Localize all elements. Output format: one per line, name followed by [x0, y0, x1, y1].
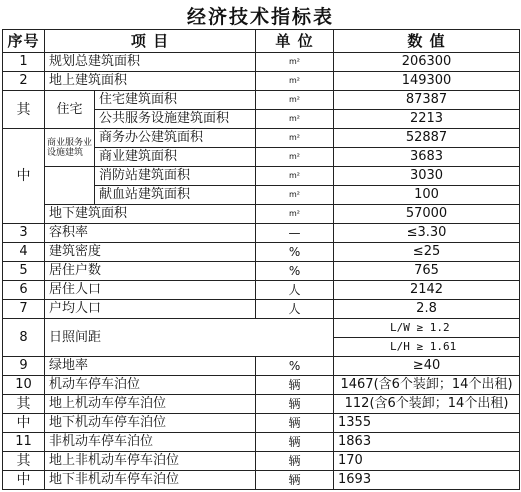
row-value: 1355: [334, 414, 520, 433]
qi-label: 其: [3, 91, 45, 129]
row-seq: 3: [3, 224, 45, 243]
qi-label: 其: [3, 452, 45, 471]
row-value-lh: L/H ≥ 1.61: [334, 338, 520, 357]
row-value: 57000: [334, 205, 520, 224]
row-value: 1467(含6个装卸；14个出租): [334, 376, 520, 395]
table-row: [3, 452, 520, 471]
table-row: [3, 72, 520, 91]
row-unit: %: [256, 243, 334, 262]
header-value: 数 值: [334, 30, 520, 53]
residential-group-label: 住宅: [45, 91, 95, 129]
row-item: 建筑密度: [45, 243, 256, 262]
table-row: [3, 243, 520, 262]
row-seq: 4: [3, 243, 45, 262]
row-value: 112(含6个装卸；14个出租): [334, 395, 520, 414]
table-row: [3, 414, 520, 433]
row-seq: 2: [3, 72, 45, 91]
row-item: 容积率: [45, 224, 256, 243]
table-row: [3, 262, 520, 281]
row-item: 居住人口: [45, 281, 256, 300]
row-item: 地下非机动车停车泊位: [45, 471, 256, 490]
row-unit: 辆: [256, 376, 334, 395]
row-item: 地上机动车停车泊位: [45, 395, 256, 414]
zhong-label: 中: [3, 129, 45, 224]
table-row: [3, 53, 520, 72]
row-item: 公共服务设施建筑面积: [95, 110, 256, 129]
row-seq: 7: [3, 300, 45, 319]
row-item: 居住户数: [45, 262, 256, 281]
row-unit: m²: [256, 205, 334, 224]
row-unit: 人: [256, 300, 334, 319]
table-title: 经济技术指标表: [186, 6, 334, 28]
header-seq: 序号: [3, 30, 45, 53]
row-item: 商务办公建筑面积: [95, 129, 256, 148]
row-unit: 人: [256, 281, 334, 300]
row-value: 1693: [334, 471, 520, 490]
table-row: [3, 205, 520, 224]
row-unit: m²: [256, 167, 334, 186]
row-value-lw: L/W ≥ 1.2: [334, 319, 520, 338]
table-row: [3, 224, 520, 243]
row-unit: m²: [256, 148, 334, 167]
row-seq: 5: [3, 262, 45, 281]
empty-cell: [45, 186, 95, 205]
table-row: [3, 281, 520, 300]
row-value: 2213: [334, 110, 520, 129]
row-value: 3683: [334, 148, 520, 167]
row-unit: m²: [256, 91, 334, 110]
row-seq: 10: [3, 376, 45, 395]
row-value: 765: [334, 262, 520, 281]
row-unit: 辆: [256, 433, 334, 452]
row-item: 非机动车停车泊位: [45, 433, 256, 452]
row-item: 机动车停车泊位: [45, 376, 256, 395]
row-value: 3030: [334, 167, 520, 186]
row-value: ≥40: [334, 357, 520, 376]
table-row: [3, 129, 520, 148]
row-value: 149300: [334, 72, 520, 91]
row-value: 100: [334, 186, 520, 205]
table-row: [3, 319, 520, 338]
row-item: 住宅建筑面积: [95, 91, 256, 110]
table-row: [3, 91, 520, 110]
row-unit: m²: [256, 72, 334, 91]
row-value: 2.8: [334, 300, 520, 319]
table-row: [3, 167, 520, 186]
row-seq: 8: [3, 319, 45, 357]
row-item: 绿地率: [45, 357, 256, 376]
table-row: [3, 471, 520, 490]
row-value: 170: [334, 452, 520, 471]
row-item: 日照间距: [45, 319, 334, 357]
row-value: ≤25: [334, 243, 520, 262]
row-item: 消防站建筑面积: [95, 167, 256, 186]
header-item: 项 目: [45, 30, 256, 53]
row-unit: m²: [256, 129, 334, 148]
row-unit: 辆: [256, 471, 334, 490]
row-unit: m²: [256, 53, 334, 72]
row-item: 户均人口: [45, 300, 256, 319]
row-unit: 辆: [256, 414, 334, 433]
row-unit: —: [256, 224, 334, 243]
row-seq: 6: [3, 281, 45, 300]
row-item: 商业建筑面积: [95, 148, 256, 167]
header-unit: 单 位: [256, 30, 334, 53]
row-seq: 1: [3, 53, 45, 72]
row-item: 地上建筑面积: [45, 72, 256, 91]
table-row: [3, 357, 520, 376]
row-item: 地下机动车停车泊位: [45, 414, 256, 433]
table-row: [3, 433, 520, 452]
row-value: 206300: [334, 53, 520, 72]
row-item: 地上非机动车停车泊位: [45, 452, 256, 471]
row-unit: 辆: [256, 452, 334, 471]
row-value: 87387: [334, 91, 520, 110]
table-row: [3, 376, 520, 395]
row-item: 献血站建筑面积: [95, 186, 256, 205]
row-unit: 辆: [256, 395, 334, 414]
table-row: [3, 186, 520, 205]
row-seq: 11: [3, 433, 45, 452]
row-item: 规划总建筑面积: [45, 53, 256, 72]
row-seq: 9: [3, 357, 45, 376]
row-value: 1863: [334, 433, 520, 452]
row-unit: %: [256, 357, 334, 376]
row-value: 2142: [334, 281, 520, 300]
indicator-table: [2, 29, 520, 490]
table-row: [3, 395, 520, 414]
row-unit: m²: [256, 186, 334, 205]
row-value: 52887: [334, 129, 520, 148]
zhong-label: 中: [3, 471, 45, 490]
row-value: ≤3.30: [334, 224, 520, 243]
commercial-group-label: 商业服务业设施建筑: [45, 129, 95, 167]
row-unit: m²: [256, 110, 334, 129]
table-row: [3, 300, 520, 319]
header-row: [3, 30, 520, 53]
row-unit: %: [256, 262, 334, 281]
zhong-label: 中: [3, 414, 45, 433]
qi-label: 其: [3, 395, 45, 414]
empty-cell: [45, 167, 95, 186]
row-item: 地下建筑面积: [45, 205, 256, 224]
